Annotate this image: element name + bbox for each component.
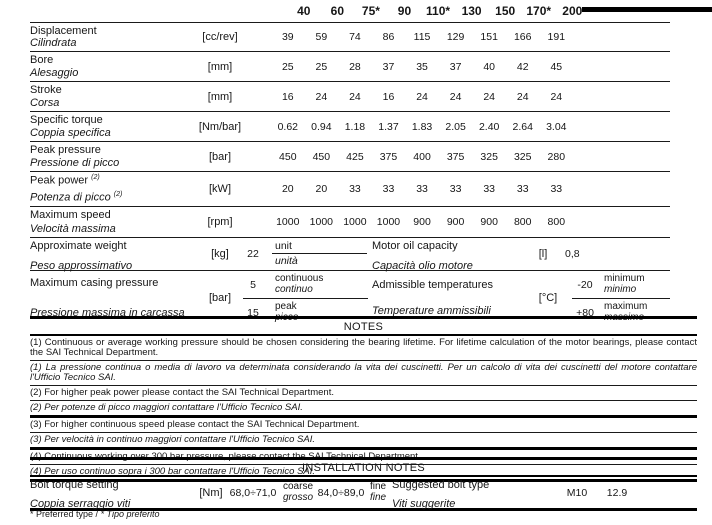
row-unit: [mm] bbox=[207, 90, 233, 103]
cell: 2.05 bbox=[445, 120, 466, 133]
oil-value: 0,8 bbox=[565, 248, 580, 260]
installation-title: INSTALLATION NOTES bbox=[30, 457, 697, 477]
spec-row-max-speed bbox=[30, 207, 670, 238]
continuous-label: continuous continuo bbox=[275, 273, 324, 295]
min-temp-label: minimum minimo bbox=[604, 273, 645, 295]
installation-notes-section bbox=[30, 457, 697, 511]
row-label-it: Potenza di picco $^{(2)}$ bbox=[30, 191, 123, 204]
row-label-it: Cilindrata bbox=[30, 37, 77, 49]
cell: 2.64 bbox=[512, 120, 533, 133]
spec-row-displacement bbox=[30, 23, 670, 52]
casing-unit: [bar] bbox=[208, 292, 231, 304]
temp-label-it: Temperature ammissibili bbox=[372, 305, 491, 317]
row-label-en: Peak power $^{(2)}$ bbox=[30, 174, 100, 187]
row-label-it: Pressione di picco bbox=[30, 157, 120, 169]
row-label-it: Velocità massima bbox=[30, 223, 116, 235]
cell: 74 bbox=[349, 31, 361, 43]
row-unit: [kW] bbox=[209, 183, 231, 195]
cell: 1.83 bbox=[411, 120, 433, 133]
model-header-row bbox=[30, 0, 670, 23]
model-column: 130 bbox=[461, 4, 482, 18]
note-item: (2) For higher peak power please contact the SAI Technical Department. bbox=[30, 386, 697, 401]
cell: 325 bbox=[513, 150, 532, 163]
cell: 191 bbox=[547, 31, 566, 43]
cell: 33 bbox=[516, 183, 529, 195]
peak-value: 15 bbox=[247, 306, 259, 319]
cell: 900 bbox=[480, 216, 498, 228]
cell: 16 bbox=[382, 90, 395, 103]
max-temp-value: +80 bbox=[576, 306, 594, 319]
note-item: (2) Per potenze di picco maggiori contattare l'Ufficio Tecnico SAI. bbox=[30, 401, 697, 418]
oil-unit: [l] bbox=[538, 248, 548, 260]
cell: 33 bbox=[416, 183, 428, 195]
note-item: (4) Per uso continuo sopra i 300 bar contattare l'Ufficio Tecnico SAI. bbox=[30, 465, 697, 482]
cell: 24 bbox=[349, 90, 361, 103]
cell: 129 bbox=[446, 31, 465, 43]
cell: 33 bbox=[550, 183, 563, 195]
row-label-en: Bore bbox=[30, 54, 54, 66]
spec-table bbox=[30, 0, 670, 325]
cell: 280 bbox=[547, 150, 566, 163]
suggested-bolt-label: Suggested bolt type Viti suggerite bbox=[392, 479, 490, 510]
cell: 375 bbox=[446, 150, 465, 163]
cell: 24 bbox=[516, 90, 529, 103]
cell: 33 bbox=[449, 183, 462, 195]
spec-row-weight-oil bbox=[30, 238, 670, 271]
cell: 1.37 bbox=[378, 120, 399, 133]
max-temp-label: maximum massimo bbox=[604, 301, 648, 323]
fine-label: fine fine bbox=[370, 481, 387, 503]
casing-label-it: Pressione massima in carcassa bbox=[30, 307, 185, 319]
coarse-value: 68,0÷71,0 bbox=[229, 486, 277, 499]
row-unit: [cc/rev] bbox=[202, 31, 238, 43]
continuous-value: 5 bbox=[250, 278, 256, 291]
cell: 375 bbox=[379, 150, 398, 163]
row-label-it: Corsa bbox=[30, 97, 60, 109]
cell: 20 bbox=[281, 183, 294, 195]
cell: 900 bbox=[413, 216, 431, 228]
model-column: 170* bbox=[526, 4, 552, 18]
cell: 1000 bbox=[276, 216, 300, 228]
cell: 25 bbox=[281, 60, 294, 73]
cell: 59 bbox=[315, 31, 328, 43]
spec-row-specific-torque bbox=[30, 112, 670, 142]
bolt-class: 12.9 bbox=[606, 486, 628, 499]
model-column: 40 bbox=[297, 4, 311, 18]
cell: 151 bbox=[480, 31, 498, 43]
cell: 1000 bbox=[343, 216, 367, 228]
note-item: (1) La pressione continua o media di lavoro va determinata considerando la vita dei cuscinetti. Per un calcolo di vita dei cuscinetti del motore contattare l'Ufficio Tecnico SAI. bbox=[30, 361, 697, 386]
cell: 24 bbox=[483, 90, 495, 103]
per-unit-it: unità bbox=[275, 255, 298, 267]
notes-title: NOTES bbox=[30, 319, 697, 336]
casing-label-en: Maximum casing pressure bbox=[30, 277, 159, 289]
cell: 39 bbox=[281, 31, 294, 43]
per-unit-block bbox=[272, 239, 367, 268]
model-column: 200 bbox=[562, 4, 583, 18]
bolt-torque-row bbox=[30, 477, 697, 511]
coarse-label: coarse grosso bbox=[283, 481, 314, 503]
note-item: (3) For higher continuous speed please contact the SAI Technical Department. bbox=[30, 418, 697, 433]
row-label-en: Peak pressure bbox=[30, 144, 101, 156]
note-ref: (2) bbox=[113, 191, 123, 199]
cell: 3.04 bbox=[546, 120, 567, 133]
row-label: Approximate weight Peso approssimativo bbox=[30, 240, 133, 272]
cell: 0.94 bbox=[311, 120, 332, 133]
note-item: (1) Continuous or average working pressure should be chosen considering the bearing lifetime. For lifetime calculation of the motor bearings, please contact the SAI Technical Department. bbox=[30, 336, 697, 361]
cell: 33 bbox=[382, 183, 395, 195]
bolt-size: M10 bbox=[566, 486, 588, 499]
row-label-en: Maximum speed bbox=[30, 209, 111, 221]
note-item: (3) Per velocità in continuo maggiori contattare l'Ufficio Tecnico SAI. bbox=[30, 433, 697, 450]
cell: 1000 bbox=[376, 216, 401, 228]
temp-unit: [°C] bbox=[538, 292, 558, 304]
cell: 425 bbox=[346, 150, 364, 163]
cell: 450 bbox=[279, 150, 297, 163]
row-label-en: Specific torque bbox=[30, 114, 103, 126]
temp-label-en: Admissible temperatures bbox=[372, 279, 494, 291]
oil-label: Motor oil capacity Capacità olio motore bbox=[372, 240, 473, 272]
row-unit: [bar] bbox=[208, 150, 231, 163]
row-unit: [mm] bbox=[207, 60, 233, 73]
cell: 900 bbox=[446, 216, 465, 228]
cell: 33 bbox=[483, 183, 495, 195]
cell: 40 bbox=[483, 60, 495, 73]
cell: 0.62 bbox=[277, 120, 298, 133]
per-unit-en: unit bbox=[272, 239, 367, 254]
cell: 24 bbox=[315, 90, 328, 103]
model-column: 60 bbox=[330, 4, 345, 18]
model-column: 75* bbox=[361, 4, 380, 18]
note-item: (4) Continuous working over 300 bar pressure, please contact the SAI Technical Department. bbox=[30, 450, 697, 465]
cell: 800 bbox=[547, 216, 566, 228]
model-column: 90 bbox=[397, 4, 412, 18]
row-unit: [rpm] bbox=[207, 216, 233, 228]
spec-row-peak-pressure bbox=[30, 142, 670, 172]
cell: 42 bbox=[516, 60, 529, 73]
cell: 35 bbox=[416, 60, 428, 73]
preferred-type-footnote: * Preferred type / * Tipo preferito bbox=[30, 509, 160, 519]
spec-row-bore bbox=[30, 52, 670, 82]
cell: 20 bbox=[315, 183, 328, 195]
cell: 25 bbox=[315, 60, 328, 73]
cell: 37 bbox=[382, 60, 395, 73]
cell: 37 bbox=[449, 60, 462, 73]
row-unit: [kg] bbox=[211, 248, 229, 260]
cell: 24 bbox=[416, 90, 428, 103]
min-temp-value: -20 bbox=[577, 278, 593, 291]
row-unit: [Nm/bar] bbox=[198, 120, 242, 133]
fine-value: 84,0÷89,0 bbox=[317, 486, 365, 499]
cell: 1000 bbox=[309, 216, 334, 228]
note-ref: (2) bbox=[91, 174, 100, 181]
cell: 45 bbox=[550, 60, 563, 73]
cell: 86 bbox=[382, 31, 395, 43]
row-label-en: Displacement bbox=[30, 25, 97, 37]
cell: 33 bbox=[349, 183, 361, 195]
model-column: 150 bbox=[495, 4, 516, 18]
row-label-it: Alesaggio bbox=[30, 67, 79, 79]
weight-value: 22 bbox=[247, 248, 259, 260]
peak-label: peak picco bbox=[275, 301, 299, 323]
cell: 400 bbox=[413, 150, 431, 163]
model-column: 110* bbox=[426, 4, 451, 18]
bolt-unit: [Nm] bbox=[199, 486, 223, 499]
cell: 800 bbox=[513, 216, 532, 228]
row-label-en: Stroke bbox=[30, 84, 62, 96]
cell: 16 bbox=[281, 90, 294, 103]
cell: 28 bbox=[349, 60, 361, 73]
bolt-label: Bolt torque setting Coppia serraggio viti bbox=[30, 479, 131, 510]
cell: 115 bbox=[413, 31, 431, 43]
cell: 24 bbox=[449, 90, 462, 103]
cell: 2.40 bbox=[478, 120, 500, 133]
cell: 166 bbox=[513, 31, 532, 43]
cell: 325 bbox=[480, 150, 498, 163]
row-label-it: Coppia specifica bbox=[30, 127, 111, 139]
cell: 24 bbox=[550, 90, 563, 103]
spec-row-stroke bbox=[30, 82, 670, 112]
spec-row-peak-power bbox=[30, 172, 670, 207]
cell: 1.18 bbox=[344, 120, 366, 133]
cell: 450 bbox=[312, 150, 331, 163]
